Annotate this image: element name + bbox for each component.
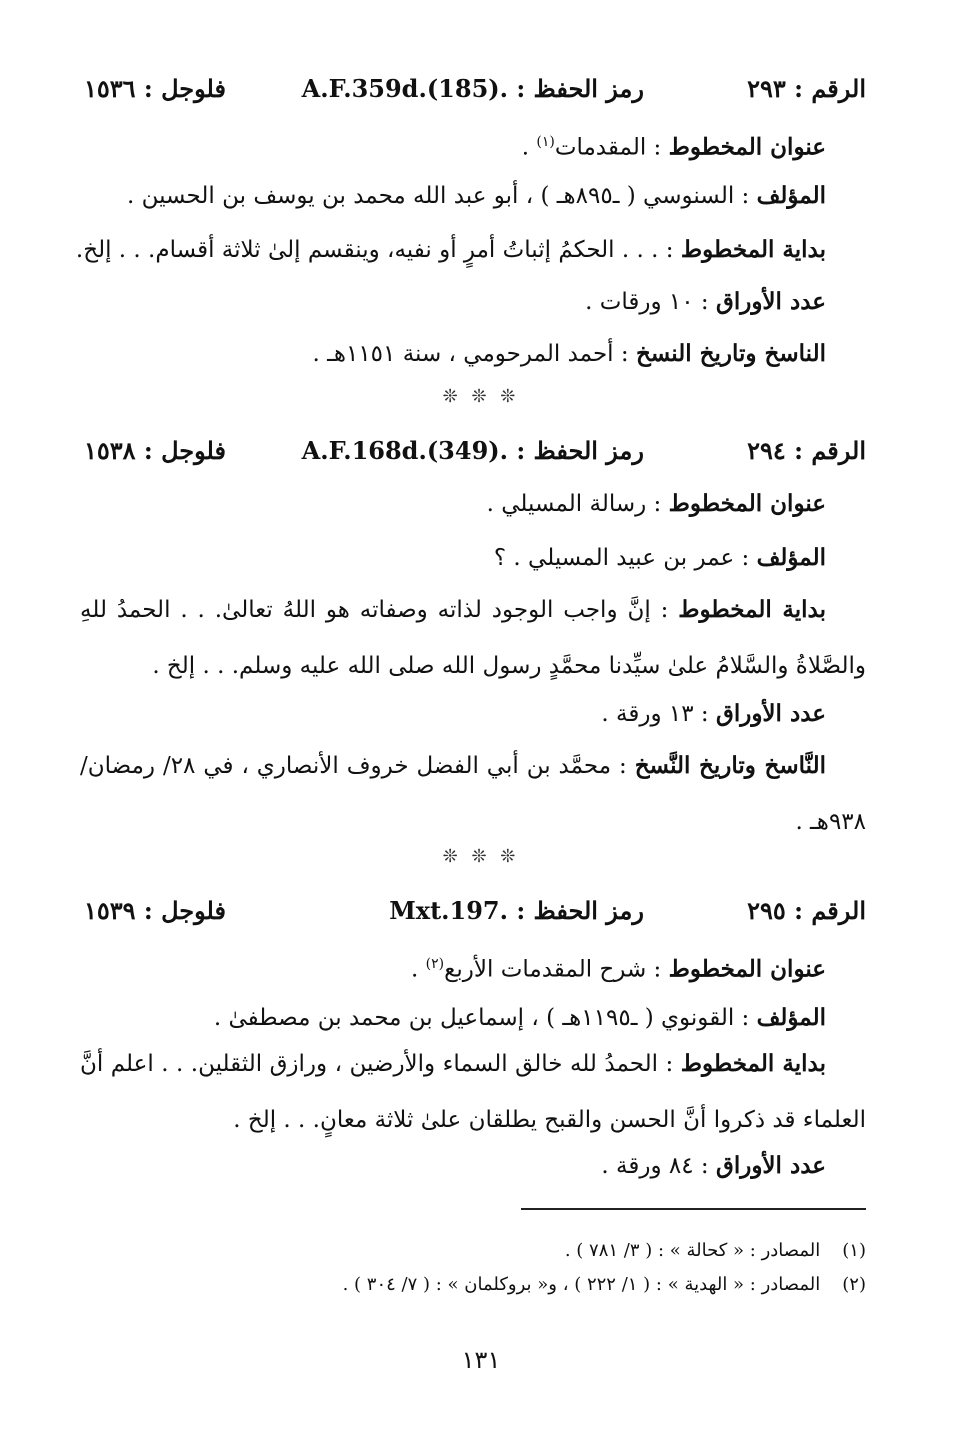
incipit-value: : . . . الحكمُ إثباتُ أمرٍ أو نفيه، وينقسم إلىٰ ثلاثة أقسام. . . إلخ. <box>75 237 674 263</box>
entry-header <box>80 436 866 480</box>
leaves-label: عدد الأوراق <box>715 1152 826 1179</box>
copyist-row <box>86 334 826 374</box>
leaves-label: عدد الأوراق <box>715 700 826 727</box>
title-label: عنوان المخطوط <box>668 955 826 983</box>
title-label: عنوان المخطوط <box>668 133 826 161</box>
incipit-paragraph <box>80 1036 866 1148</box>
leaves-label: عدد الأوراق <box>715 288 826 315</box>
shelfmark: رمز الحفظ : .A.F.359d.(185) <box>301 74 644 103</box>
flugel-number: فلوجل : ١٥٣٦ <box>84 74 226 103</box>
flugel-number: فلوجل : ١٥٣٨ <box>84 436 226 465</box>
flugel-number: فلوجل : ١٥٣٩ <box>84 896 226 925</box>
leaves-value: : ٨٤ ورقة . <box>601 1153 709 1179</box>
title-value: : رسالة المسيلي . <box>486 491 662 517</box>
entry-header <box>80 74 866 118</box>
entry-separator: ❊ ❊ ❊ <box>442 386 520 407</box>
incipit-value: : إنَّ واجب الوجود لذاته وصفاته هو اللهُ تعالىٰ. . . الحمدُ للهِ والصَّلاةُ والسَّلامُ علىٰ سيِّدنا محمَّدٍ رسول الله صلى الله عليه وسلم. . . إلخ . <box>80 597 866 679</box>
author-row <box>86 998 826 1038</box>
incipit-row <box>75 230 826 270</box>
footnote-ref: (٢) <box>425 956 445 972</box>
leaves-row <box>86 694 826 734</box>
leaves-value: : ١٠ ورقات . <box>585 289 709 315</box>
shelfmark: رمز الحفظ : .A.F.168d.(349) <box>301 436 644 465</box>
incipit-label: بداية المخطوط <box>680 236 826 263</box>
author-value: : عمر بن عبيد المسيلي . ؟ <box>493 545 750 571</box>
leaves-value: : ١٣ ورقة . <box>601 701 709 727</box>
author-row <box>86 176 826 216</box>
title-end: . <box>411 956 426 983</box>
entry-separator: ❊ ❊ ❊ <box>442 846 520 867</box>
leaves-row <box>86 1146 826 1186</box>
entry-number: الرقم : ٢٩٣ <box>747 74 866 103</box>
footnote-number: (١) <box>842 1240 866 1261</box>
entry-header <box>80 896 866 940</box>
incipit-paragraph <box>80 582 866 694</box>
entry-number: الرقم : ٢٩٤ <box>747 436 866 465</box>
page-number: ١٣١ <box>461 1346 501 1374</box>
footnote-ref: (١) <box>536 134 555 150</box>
incipit-value: : الحمدُ لله خالق السماء والأرضين ، ورازق الثقلين. . . اعلم أنَّ العلماء قد ذكروا أنَّ الحسن والقبح يطلقان علىٰ ثلاثة معانٍ. . . إلخ . <box>80 1051 866 1133</box>
author-label: المؤلف <box>756 544 826 571</box>
entry-number: الرقم : ٢٩٥ <box>747 896 866 925</box>
author-label: المؤلف <box>756 182 826 209</box>
title-end: . <box>521 134 537 161</box>
footnote-text: المصادر : « الهدية » : ( ١/ ٢٢٢ ) ، و« بروكلمان » : ( ٧/ ٣٠٤ ) . <box>342 1274 821 1295</box>
footnote-divider <box>521 1208 866 1210</box>
footnote-number: (٢) <box>842 1274 866 1295</box>
shelfmark: رمز الحفظ : .Mxt.197 <box>389 896 644 925</box>
copyist-value: : أحمد المرحومي ، سنة ١١٥١هـ . <box>312 341 629 367</box>
author-label: المؤلف <box>756 1004 826 1031</box>
title-row <box>86 122 826 168</box>
author-value: : القونوي ( ـ١١٩٥هـ ) ، إسماعيل بن محمد بن مصطفىٰ . <box>213 1005 750 1031</box>
incipit-label: بداية المخطوط <box>678 596 827 623</box>
incipit-label: بداية المخطوط <box>680 1050 826 1077</box>
copyist-label: الناسخ وتاريخ النسخ <box>635 340 826 367</box>
footnote <box>86 1270 866 1300</box>
author-value: : السنوسي ( ـ٨٩٥هـ ) ، أبو عبد الله محمد بن يوسف بن الحسين . <box>126 183 750 209</box>
copyist-paragraph <box>80 738 866 850</box>
title-label: عنوان المخطوط <box>668 490 826 517</box>
title-row <box>86 484 826 524</box>
leaves-row <box>86 282 826 322</box>
title-value: : المقدمات <box>554 134 662 161</box>
title-value: : شرح المقدمات الأربع <box>444 956 662 983</box>
title-row <box>86 944 826 990</box>
footnote-text: المصادر : « كحالة » : ( ٣/ ٧٨١ ) . <box>564 1240 821 1261</box>
copyist-value: : محمَّد بن أبي الفضل خروف الأنصاري ، في ٢٨/ رمضان/ ٩٣٨هـ . <box>80 753 866 835</box>
author-row <box>86 538 826 578</box>
footnote <box>86 1236 866 1266</box>
copyist-label: النَّاسخ وتاريخ النَّسخ <box>634 752 826 779</box>
